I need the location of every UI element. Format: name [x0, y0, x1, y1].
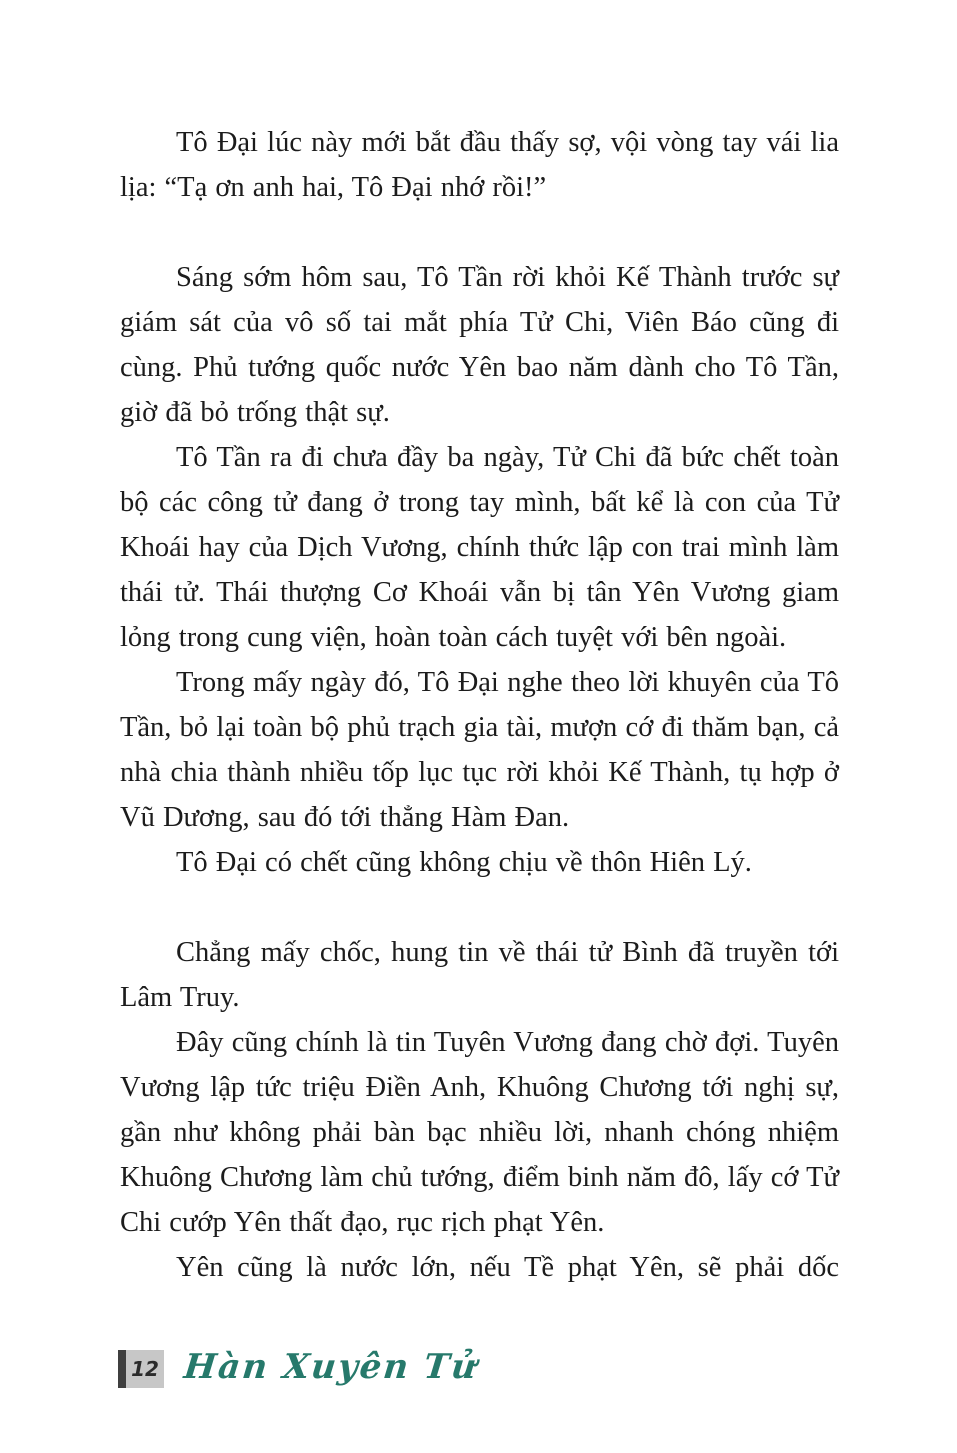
paragraph-3: Tô Tần ra đi chưa đầy ba ngày, Tử Chi đã bức chết toàn bộ các công tử đang ở trong tay mình, bất kể là con của Tử Khoái hay của Dịch Vương, chính thức lập con trai mình làm thái tử. Thái thượng Cơ Khoái vẫn bị tân Yên Vương giam lỏng trong cung viện, hoàn toàn cách tuyệt với bên ngoài.	[120, 442, 839, 653]
paragraph-5: Tô Đại có chết cũng không chịu về thôn Hiên Lý.	[176, 847, 752, 878]
page-number-accent-bar	[118, 1350, 126, 1388]
page-number: 12	[126, 1350, 164, 1388]
paragraph-4: Trong mấy ngày đó, Tô Đại nghe theo lời khuyên của Tô Tần, bỏ lại toàn bộ phủ trạch gia tài, mượn cớ đi thăm bạn, cả nhà chia thành nhiều tốp lục tục rời khỏi Kế Thành, tụ hợp ở Vũ Dương, sau đó tới thẳng Hàm Đan.	[120, 667, 839, 833]
page-number-badge	[118, 1350, 164, 1388]
paragraph-1: Tô Đại lúc này mới bắt đầu thấy sợ, vội vòng tay vái lia lịa: “Tạ ơn anh hai, Tô Đại nhớ rồi!”	[120, 127, 839, 203]
paragraph-8: Yên cũng là nước lớn, nếu Tề phạt Yên, sẽ phải dốc	[176, 1252, 839, 1283]
page-footer	[118, 1347, 481, 1388]
paragraph-6: Chẳng mấy chốc, hung tin về thái tử Bình đã truyền tới Lâm Truy.	[120, 937, 839, 1013]
author-logo-text: Hàn Xuyên Tử	[182, 1347, 481, 1387]
body-text	[120, 120, 839, 1290]
paragraph-7: Đây cũng chính là tin Tuyên Vương đang chờ đợi. Tuyên Vương lập tức triệu Điền Anh, Khuông Chương tới nghị sự, gần như không phải bàn bạc nhiều lời, nhanh chóng nhiệm Khuông Chương làm chủ tướng, điểm binh năm đô, lấy cớ Tử Chi cướp Yên thất đạo, rục rịch phạt Yên.	[120, 1027, 839, 1238]
paragraph-2: Sáng sớm hôm sau, Tô Tần rời khỏi Kế Thành trước sự giám sát của vô số tai mắt phía Tử Chi, Viên Báo cũng đi cùng. Phủ tướng quốc nước Yên bao năm dành cho Tô Tần, giờ đã bỏ trống thật sự.	[120, 262, 839, 428]
